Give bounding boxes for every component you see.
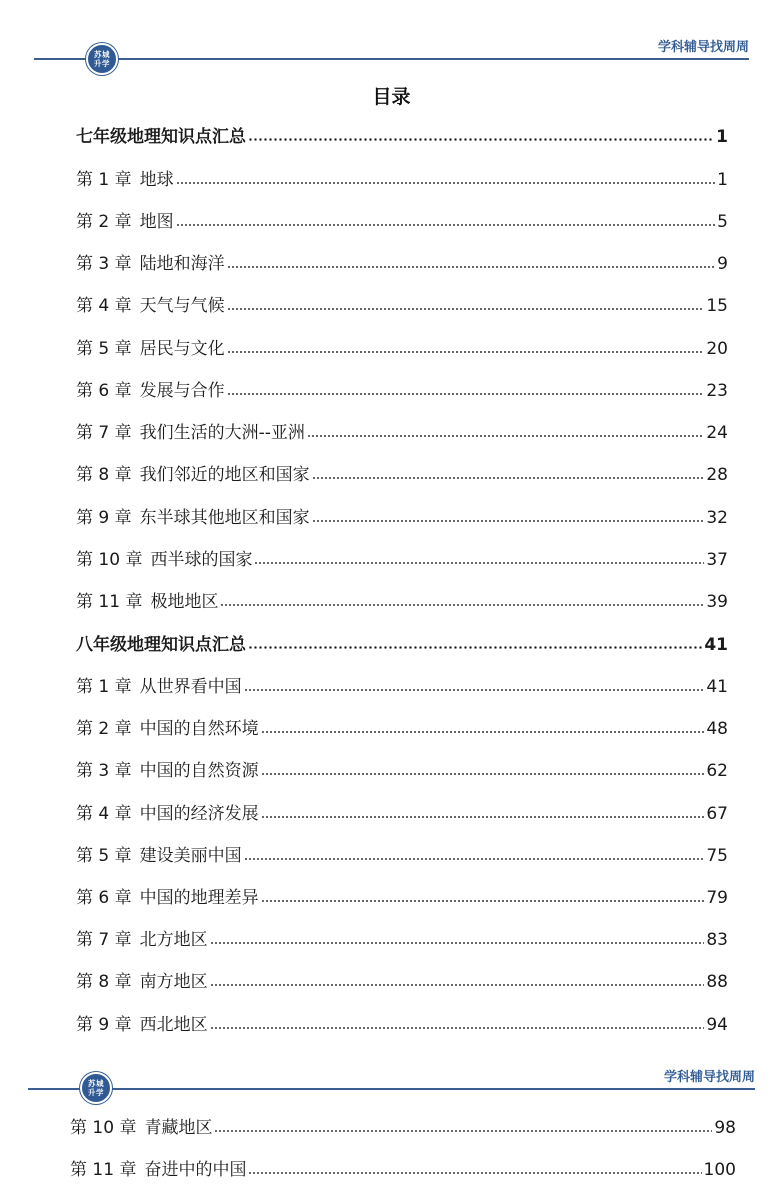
page-number: 94: [706, 1015, 728, 1035]
chapter-title: 青藏地区: [144, 1118, 213, 1138]
toc-entry[interactable]: [76, 922, 728, 950]
toc-entry[interactable]: [76, 415, 728, 443]
chapter-number: 第 11 章: [70, 1160, 137, 1180]
dot-leader: [176, 182, 716, 184]
logo-line2: 升学: [88, 1088, 104, 1097]
toc-entry[interactable]: [76, 584, 728, 612]
dot-leader: [220, 604, 704, 606]
page-number: 23: [706, 381, 728, 401]
chapter-title: 中国的地理差异: [139, 888, 259, 908]
chapter-title: 极地地区: [150, 592, 219, 612]
page-number: 79: [706, 888, 728, 908]
chapter-title: 发展与合作: [139, 381, 225, 401]
page-number: 32: [706, 508, 728, 528]
chapter-number: 第 5 章: [76, 339, 132, 359]
chapter-number: 第 10 章: [76, 550, 143, 570]
chapter-title: 奋进中的中国: [144, 1160, 247, 1180]
toc-entry[interactable]: [76, 838, 728, 866]
logo-line1: 苏城: [94, 50, 110, 59]
page-number: 98: [714, 1118, 736, 1138]
toc-entry[interactable]: [70, 1152, 736, 1180]
page-number: 41: [704, 635, 728, 655]
section-title: 八年级地理知识点汇总: [76, 635, 246, 655]
dot-leader: [227, 351, 705, 353]
page-number: 67: [706, 804, 728, 824]
toc-entry[interactable]: [76, 204, 728, 232]
toc-entry[interactable]: [76, 964, 728, 992]
chapter-number: 第 5 章: [76, 846, 132, 866]
chapter-title: 南方地区: [139, 972, 208, 992]
chapter-number: 第 8 章: [76, 465, 132, 485]
toc-entry[interactable]: [76, 796, 728, 824]
toc-entry[interactable]: [76, 669, 728, 697]
page-header-2: [0, 1068, 783, 1108]
school-logo-icon: [86, 43, 118, 75]
chapter-number: 第 6 章: [76, 381, 132, 401]
chapter-number: 第 4 章: [76, 804, 132, 824]
dot-leader: [261, 816, 705, 818]
chapter-number: 第 7 章: [76, 423, 132, 443]
page-number: 83: [706, 930, 728, 950]
page-number: 100: [703, 1160, 736, 1180]
page-number: 88: [706, 972, 728, 992]
section-title: 七年级地理知识点汇总: [76, 127, 246, 147]
dot-leader: [312, 520, 705, 522]
toc-entry[interactable]: [76, 500, 728, 528]
dot-leader: [227, 393, 705, 395]
chapter-number: 第 9 章: [76, 1015, 132, 1035]
chapter-title: 西北地区: [139, 1015, 208, 1035]
dot-leader: [244, 858, 705, 860]
chapter-number: 第 10 章: [70, 1118, 137, 1138]
page-title: 目录: [372, 86, 411, 108]
toc-entry[interactable]: [70, 1110, 736, 1138]
page-number: 75: [706, 846, 728, 866]
page-number: 28: [706, 465, 728, 485]
chapter-number: 第 4 章: [76, 296, 132, 316]
toc-entry[interactable]: [76, 1007, 728, 1035]
dot-leader: [210, 984, 705, 986]
header-brand: 学科辅导找周周: [660, 1066, 755, 1085]
chapter-title: 天气与气候: [139, 296, 225, 316]
page-number: 48: [706, 719, 728, 739]
toc-entry[interactable]: [76, 373, 728, 401]
chapter-title: 北方地区: [139, 930, 208, 950]
chapter-title: 建设美丽中国: [139, 846, 242, 866]
chapter-title: 从世界看中国: [139, 677, 242, 697]
chapter-title: 中国的自然资源: [139, 761, 259, 781]
chapter-number: 第 6 章: [76, 888, 132, 908]
chapter-title: 我们邻近的地区和国家: [139, 465, 310, 485]
header-rule: [34, 58, 749, 60]
page-number: 5: [717, 212, 728, 232]
page-number: 62: [706, 761, 728, 781]
dot-leader: [248, 138, 714, 141]
dot-leader: [312, 477, 705, 479]
toc-entry[interactable]: [76, 457, 728, 485]
page-number: 37: [706, 550, 728, 570]
chapter-title: 居民与文化: [139, 339, 225, 359]
chapter-number: 第 3 章: [76, 761, 132, 781]
page-number: 9: [717, 254, 728, 274]
chapter-title: 地球: [139, 170, 174, 190]
chapter-title: 中国的自然环境: [139, 719, 259, 739]
chapter-number: 第 8 章: [76, 972, 132, 992]
toc-entry[interactable]: [76, 331, 728, 359]
dot-leader: [227, 308, 705, 310]
chapter-title: 地图: [139, 212, 174, 232]
chapter-number: 第 9 章: [76, 508, 132, 528]
dot-leader: [244, 689, 705, 691]
toc-entry[interactable]: [76, 880, 728, 908]
chapter-number: 第 2 章: [76, 719, 132, 739]
page-number: 20: [706, 339, 728, 359]
toc-entry[interactable]: [76, 542, 728, 570]
chapter-title: 中国的经济发展: [139, 804, 259, 824]
page-number: 24: [706, 423, 728, 443]
dot-leader: [261, 773, 705, 775]
toc-entry[interactable]: [76, 246, 728, 274]
toc-entry[interactable]: [76, 288, 728, 316]
page-number: 41: [706, 677, 728, 697]
header-brand: 学科辅导找周周: [654, 36, 749, 55]
dot-leader: [261, 900, 705, 902]
dot-leader: [210, 942, 705, 944]
page-number: 1: [717, 170, 728, 190]
toc-section-heading[interactable]: [76, 119, 728, 147]
toc-section-heading[interactable]: [76, 627, 728, 655]
chapter-number: 第 3 章: [76, 254, 132, 274]
dot-leader: [227, 266, 716, 268]
page-number: 1: [716, 127, 728, 147]
chapter-number: 第 11 章: [76, 592, 143, 612]
chapter-title: 西半球的国家: [150, 550, 253, 570]
school-logo-icon: [80, 1072, 112, 1104]
header-rule: [28, 1088, 755, 1090]
page-number: 39: [706, 592, 728, 612]
toc-entry[interactable]: [76, 162, 728, 190]
dot-leader: [261, 731, 705, 733]
dot-leader: [307, 435, 704, 437]
logo-line1: 苏城: [88, 1079, 104, 1088]
chapter-number: 第 1 章: [76, 677, 132, 697]
dot-leader: [254, 562, 704, 564]
chapter-title: 我们生活的大洲--亚洲: [139, 423, 305, 443]
toc-entry[interactable]: [76, 711, 728, 739]
logo-line2: 升学: [94, 59, 110, 68]
dot-leader: [214, 1130, 712, 1132]
dot-leader: [176, 224, 716, 226]
page-number: 15: [706, 296, 728, 316]
dot-leader: [210, 1027, 705, 1029]
chapter-number: 第 7 章: [76, 930, 132, 950]
dot-leader: [248, 1172, 701, 1174]
dot-leader: [248, 646, 702, 649]
chapter-title: 东半球其他地区和国家: [139, 508, 310, 528]
chapter-number: 第 2 章: [76, 212, 132, 232]
toc-entry[interactable]: [76, 753, 728, 781]
chapter-title: 陆地和海洋: [139, 254, 225, 274]
page-header: [0, 38, 783, 78]
chapter-number: 第 1 章: [76, 170, 132, 190]
